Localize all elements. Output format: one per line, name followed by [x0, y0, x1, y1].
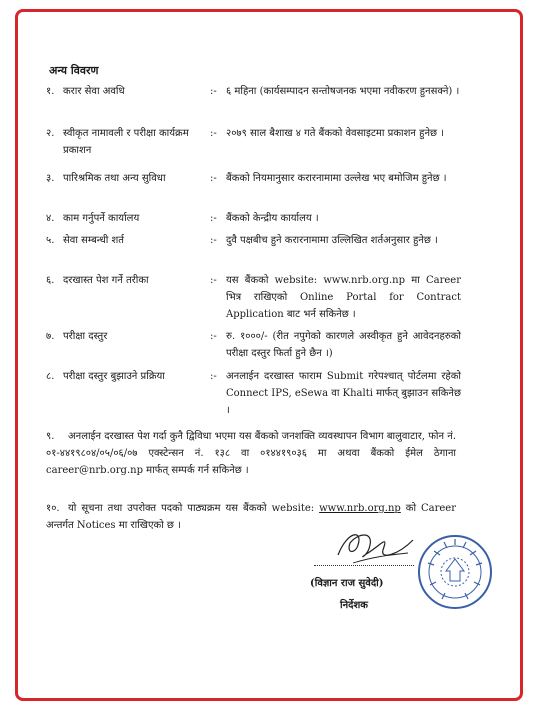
signatory-title: निर्देशक [340, 600, 368, 611]
paragraph-10-number: १०. [46, 503, 60, 514]
detail-label: परीक्षा दस्तुर बुझाउने प्रक्रिया [63, 371, 165, 382]
detail-label: स्वीकृत नामावली र परीक्षा कार्यक्रम प्रकाशन [63, 128, 189, 156]
detail-description: अनलाईन दरखास्त फाराम Submit गरेपश्चात् पोर्टलमा रहेको Connect IPS, eSewa वा Khalti मार्फत् बुझाउन सकिनेछ । [226, 371, 461, 416]
detail-label: दरखास्त पेश गर्ने तरीका [63, 275, 149, 286]
detail-separator: :- [210, 331, 217, 342]
detail-label: पारिश्रमिक तथा अन्य सुविधा [63, 173, 166, 184]
paragraph-10-text-before: यो सूचना तथा उपरोक्त पदको पाठ्यक्रम यस बैंकको website: [68, 503, 320, 514]
detail-number: २. [46, 128, 55, 139]
detail-label: करार सेवा अवधि [63, 86, 125, 97]
detail-description: २०७९ साल बैशाख ४ गते बैंकको वेवसाइटमा प्रकाशन हुनेछ । [226, 128, 444, 139]
detail-number: ४. [46, 213, 55, 224]
detail-description: दुवै पक्षबीच हुने करारनामामा उल्लिखित शर्तअनुसार हुनेछ । [226, 235, 438, 246]
signature-line [314, 565, 414, 566]
detail-description: रु. १०००/- (रीत नपुगेको कारणले अस्वीकृत हुने आवेदनहरुको परीक्षा दस्तुर फिर्ता हुने छैन ।) [226, 331, 461, 359]
section-heading: अन्य विवरण [49, 64, 99, 77]
detail-label: परीक्षा दस्तुर [63, 331, 108, 342]
detail-number: ५. [46, 235, 55, 246]
detail-description: यस बैंकको website: www.nrb.org.np मा Career भित्र राखिएको Online Portal for Contract Application बाट भर्न सकिनेछ । [226, 275, 461, 320]
detail-separator: :- [210, 86, 217, 97]
paragraph-10-text-after: को Career अन्तर्गत Notices मा राखिएको छ । [46, 503, 456, 531]
detail-separator: :- [210, 173, 217, 184]
detail-number: ६. [46, 275, 55, 286]
detail-number: ८. [46, 371, 55, 382]
website-link[interactable]: www.nrb.org.np [319, 503, 401, 514]
signature-icon [328, 525, 418, 570]
detail-label: सेवा सम्बन्धी शर्त [63, 235, 124, 246]
detail-number: ७. [46, 331, 55, 342]
detail-separator: :- [210, 235, 217, 246]
detail-separator: :- [210, 371, 217, 382]
detail-number: १. [46, 86, 55, 97]
detail-description: बैंकको केन्द्रीय कार्यालय । [226, 213, 319, 224]
paragraph-9 [46, 428, 456, 479]
signatory-name: (विज्ञान राज सुवेदी) [310, 578, 384, 589]
detail-separator: :- [210, 275, 217, 286]
signature-block [300, 525, 500, 645]
detail-label: काम गर्नुपर्ने कार्यालय [63, 213, 140, 224]
detail-description: ६ महिना (कार्यसम्पादन सन्तोषजनक भएमा नवीकरण हुनसक्ने) । [226, 86, 460, 97]
paragraph-9-number: ९. [46, 431, 55, 442]
paragraph-9-text: अनलाईन दरखास्त पेश गर्दा कुनै द्विविधा भएमा यस बैंकको जनशक्ति व्यवस्थापन विभाग बालुवाटार, फोन नं. ०१-४४१९८०४/०५/०६/०७ एक्स्टेन्सन नं. १३८ वा ०१४४१९०३६ मा अथवा बैंकको ईमेल ठेगाना career@nrb.org.np मार्फत् सम्पर्क गर्न सकिनेछ । [46, 431, 456, 476]
detail-separator: :- [210, 213, 217, 224]
detail-separator: :- [210, 128, 217, 139]
official-seal-icon [416, 533, 494, 611]
detail-description: बैंकको नियमानुसार करारनामामा उल्लेख भए बमोजिम हुनेछ । [226, 173, 447, 184]
detail-number: ३. [46, 173, 55, 184]
